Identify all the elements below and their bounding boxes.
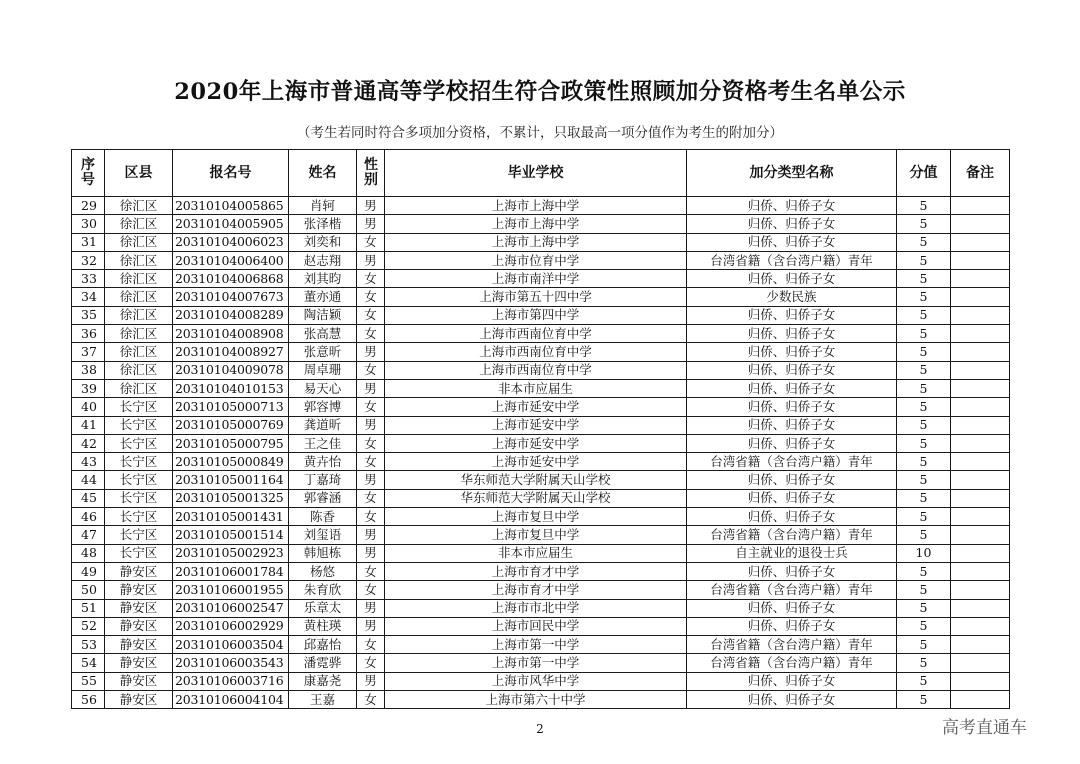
cell-gender: 女 xyxy=(357,398,385,416)
cell-index: 37 xyxy=(72,343,105,361)
cell-school: 上海市上海中学 xyxy=(385,233,687,251)
cell-school: 上海市西南位育中学 xyxy=(385,325,687,343)
cell-remark xyxy=(951,416,1010,434)
cell-index: 39 xyxy=(72,379,105,397)
cell-reg-no: 20310106001955 xyxy=(173,581,289,599)
table-row xyxy=(72,599,1010,617)
cell-remark xyxy=(951,379,1010,397)
cell-bonus-type: 台湾省籍（含台湾户籍）青年 xyxy=(687,581,897,599)
cell-district: 静安区 xyxy=(105,599,173,617)
cell-gender: 女 xyxy=(357,654,385,672)
cell-index: 56 xyxy=(72,691,105,709)
cell-district: 长宁区 xyxy=(105,471,173,489)
table-row xyxy=(72,489,1010,507)
cell-reg-no: 20310104008908 xyxy=(173,325,289,343)
header-score: 分值 xyxy=(897,150,951,197)
cell-district: 徐汇区 xyxy=(105,306,173,324)
cell-bonus-type: 归侨、归侨子女 xyxy=(687,306,897,324)
cell-bonus-type: 台湾省籍（含台湾户籍）青年 xyxy=(687,526,897,544)
table-row xyxy=(72,361,1010,379)
cell-index: 45 xyxy=(72,489,105,507)
cell-score: 5 xyxy=(897,306,951,324)
cell-index: 30 xyxy=(72,215,105,233)
table-row xyxy=(72,251,1010,269)
cell-reg-no: 20310104010153 xyxy=(173,379,289,397)
cell-school: 华东师范大学附属天山学校 xyxy=(385,489,687,507)
cell-gender: 男 xyxy=(357,672,385,690)
cell-bonus-type: 自主就业的退役士兵 xyxy=(687,544,897,562)
cell-name: 丁嘉琦 xyxy=(289,471,357,489)
cell-index: 53 xyxy=(72,636,105,654)
cell-district: 徐汇区 xyxy=(105,251,173,269)
cell-reg-no: 20310106003504 xyxy=(173,636,289,654)
cell-remark xyxy=(951,251,1010,269)
cell-district: 静安区 xyxy=(105,562,173,580)
cell-index: 41 xyxy=(72,416,105,434)
cell-district: 徐汇区 xyxy=(105,325,173,343)
cell-score: 5 xyxy=(897,379,951,397)
cell-remark xyxy=(951,508,1010,526)
cell-gender: 女 xyxy=(357,233,385,251)
cell-name: 朱育欣 xyxy=(289,581,357,599)
cell-reg-no: 20310104008927 xyxy=(173,343,289,361)
header-remark: 备注 xyxy=(951,150,1010,197)
cell-remark xyxy=(951,306,1010,324)
cell-score: 5 xyxy=(897,617,951,635)
cell-gender: 男 xyxy=(357,599,385,617)
cell-school: 上海市延安中学 xyxy=(385,434,687,452)
cell-name: 陶洁颖 xyxy=(289,306,357,324)
cell-bonus-type: 归侨、归侨子女 xyxy=(687,215,897,233)
cell-score: 5 xyxy=(897,636,951,654)
table-row xyxy=(72,544,1010,562)
cell-reg-no: 20310105001514 xyxy=(173,526,289,544)
cell-remark xyxy=(951,197,1010,215)
cell-index: 51 xyxy=(72,599,105,617)
cell-score: 5 xyxy=(897,654,951,672)
cell-index: 55 xyxy=(72,672,105,690)
cell-school: 上海市市北中学 xyxy=(385,599,687,617)
cell-score: 5 xyxy=(897,508,951,526)
cell-school: 上海市西南位育中学 xyxy=(385,343,687,361)
cell-bonus-type: 归侨、归侨子女 xyxy=(687,398,897,416)
table-row xyxy=(72,581,1010,599)
cell-bonus-type: 归侨、归侨子女 xyxy=(687,434,897,452)
header-district: 区县 xyxy=(105,150,173,197)
cell-reg-no: 20310105001325 xyxy=(173,489,289,507)
cell-index: 43 xyxy=(72,453,105,471)
cell-index: 50 xyxy=(72,581,105,599)
cell-district: 长宁区 xyxy=(105,416,173,434)
cell-index: 35 xyxy=(72,306,105,324)
cell-bonus-type: 归侨、归侨子女 xyxy=(687,325,897,343)
cell-remark xyxy=(951,233,1010,251)
cell-reg-no: 20310104006868 xyxy=(173,270,289,288)
table-row xyxy=(72,508,1010,526)
cell-gender: 男 xyxy=(357,197,385,215)
document-subtitle: （考生若同时符合多项加分资格，不累计，只取最高一项分值作为考生的附加分） xyxy=(297,125,783,141)
cell-name: 乐章太 xyxy=(289,599,357,617)
cell-score: 5 xyxy=(897,233,951,251)
cell-school: 上海市第一中学 xyxy=(385,654,687,672)
cell-school: 上海市育才中学 xyxy=(385,562,687,580)
cell-name: 董亦通 xyxy=(289,288,357,306)
table-row xyxy=(72,197,1010,215)
cell-gender: 女 xyxy=(357,270,385,288)
cell-index: 29 xyxy=(72,197,105,215)
cell-remark xyxy=(951,471,1010,489)
cell-school: 非本市应届生 xyxy=(385,379,687,397)
cell-score: 5 xyxy=(897,599,951,617)
cell-bonus-type: 少数民族 xyxy=(687,288,897,306)
cell-name: 刘玺语 xyxy=(289,526,357,544)
cell-bonus-type: 台湾省籍（含台湾户籍）青年 xyxy=(687,453,897,471)
cell-remark xyxy=(951,288,1010,306)
table-row xyxy=(72,526,1010,544)
cell-gender: 女 xyxy=(357,489,385,507)
header-gender: 性别 xyxy=(357,150,385,197)
cell-gender: 女 xyxy=(357,636,385,654)
cell-index: 48 xyxy=(72,544,105,562)
cell-index: 32 xyxy=(72,251,105,269)
table-header-row xyxy=(72,150,1010,197)
cell-gender: 男 xyxy=(357,343,385,361)
cell-reg-no: 20310104006023 xyxy=(173,233,289,251)
table-row xyxy=(72,233,1010,251)
cell-gender: 男 xyxy=(357,471,385,489)
table-row xyxy=(72,306,1010,324)
cell-score: 5 xyxy=(897,672,951,690)
cell-school: 上海市第六十中学 xyxy=(385,691,687,709)
cell-school: 上海市复旦中学 xyxy=(385,508,687,526)
cell-school: 上海市第四中学 xyxy=(385,306,687,324)
cell-gender: 男 xyxy=(357,526,385,544)
cell-gender: 女 xyxy=(357,306,385,324)
cell-bonus-type: 归侨、归侨子女 xyxy=(687,361,897,379)
cell-name: 刘奕和 xyxy=(289,233,357,251)
cell-remark xyxy=(951,398,1010,416)
header-index: 序号 xyxy=(72,150,105,197)
cell-score: 5 xyxy=(897,251,951,269)
cell-school: 上海市上海中学 xyxy=(385,197,687,215)
cell-bonus-type: 归侨、归侨子女 xyxy=(687,489,897,507)
cell-reg-no: 20310106002547 xyxy=(173,599,289,617)
cell-district: 徐汇区 xyxy=(105,197,173,215)
table-row xyxy=(72,416,1010,434)
cell-remark xyxy=(951,599,1010,617)
cell-reg-no: 20310105002923 xyxy=(173,544,289,562)
page-number: 2 xyxy=(536,722,544,736)
cell-school: 上海市回民中学 xyxy=(385,617,687,635)
cell-remark xyxy=(951,343,1010,361)
cell-reg-no: 20310104006400 xyxy=(173,251,289,269)
cell-school: 上海市复旦中学 xyxy=(385,526,687,544)
cell-score: 5 xyxy=(897,562,951,580)
cell-remark xyxy=(951,654,1010,672)
table-row xyxy=(72,672,1010,690)
cell-district: 徐汇区 xyxy=(105,343,173,361)
cell-district: 徐汇区 xyxy=(105,288,173,306)
cell-score: 5 xyxy=(897,471,951,489)
cell-name: 龚道昕 xyxy=(289,416,357,434)
cell-district: 徐汇区 xyxy=(105,215,173,233)
header-name: 姓名 xyxy=(289,150,357,197)
table-row xyxy=(72,270,1010,288)
cell-district: 长宁区 xyxy=(105,508,173,526)
cell-reg-no: 20310106004104 xyxy=(173,691,289,709)
cell-index: 40 xyxy=(72,398,105,416)
cell-remark xyxy=(951,562,1010,580)
cell-name: 刘其昀 xyxy=(289,270,357,288)
cell-name: 郭容博 xyxy=(289,398,357,416)
cell-bonus-type: 归侨、归侨子女 xyxy=(687,416,897,434)
cell-index: 44 xyxy=(72,471,105,489)
cell-gender: 女 xyxy=(357,453,385,471)
cell-district: 长宁区 xyxy=(105,434,173,452)
cell-district: 长宁区 xyxy=(105,526,173,544)
cell-district: 长宁区 xyxy=(105,398,173,416)
cell-district: 徐汇区 xyxy=(105,361,173,379)
cell-index: 52 xyxy=(72,617,105,635)
cell-name: 王之佳 xyxy=(289,434,357,452)
table-row xyxy=(72,636,1010,654)
cell-index: 34 xyxy=(72,288,105,306)
cell-name: 周卓珊 xyxy=(289,361,357,379)
cell-score: 5 xyxy=(897,343,951,361)
cell-bonus-type: 台湾省籍（含台湾户籍）青年 xyxy=(687,654,897,672)
table-row xyxy=(72,654,1010,672)
cell-score: 5 xyxy=(897,581,951,599)
cell-name: 邱嘉怡 xyxy=(289,636,357,654)
cell-remark xyxy=(951,270,1010,288)
cell-school: 上海市延安中学 xyxy=(385,398,687,416)
table-row xyxy=(72,691,1010,709)
cell-gender: 女 xyxy=(357,562,385,580)
cell-reg-no: 20310106003543 xyxy=(173,654,289,672)
table-row xyxy=(72,379,1010,397)
cell-gender: 男 xyxy=(357,544,385,562)
cell-district: 静安区 xyxy=(105,654,173,672)
cell-reg-no: 20310104007673 xyxy=(173,288,289,306)
cell-index: 31 xyxy=(72,233,105,251)
cell-bonus-type: 归侨、归侨子女 xyxy=(687,672,897,690)
cell-score: 10 xyxy=(897,544,951,562)
cell-gender: 女 xyxy=(357,508,385,526)
cell-index: 54 xyxy=(72,654,105,672)
cell-name: 张意昕 xyxy=(289,343,357,361)
cell-name: 杨悠 xyxy=(289,562,357,580)
cell-reg-no: 20310105000713 xyxy=(173,398,289,416)
cell-school: 上海市第五十四中学 xyxy=(385,288,687,306)
header-bonus-type: 加分类型名称 xyxy=(687,150,897,197)
cell-name: 易天心 xyxy=(289,379,357,397)
cell-index: 36 xyxy=(72,325,105,343)
cell-gender: 女 xyxy=(357,434,385,452)
cell-district: 长宁区 xyxy=(105,489,173,507)
cell-score: 5 xyxy=(897,434,951,452)
cell-reg-no: 20310105001164 xyxy=(173,471,289,489)
cell-bonus-type: 归侨、归侨子女 xyxy=(687,599,897,617)
cell-district: 静安区 xyxy=(105,581,173,599)
cell-reg-no: 20310104005865 xyxy=(173,197,289,215)
cell-reg-no: 20310105001431 xyxy=(173,508,289,526)
table-row xyxy=(72,398,1010,416)
cell-score: 5 xyxy=(897,526,951,544)
cell-school: 上海市风华中学 xyxy=(385,672,687,690)
cell-school: 上海市上海中学 xyxy=(385,215,687,233)
cell-score: 5 xyxy=(897,361,951,379)
cell-reg-no: 20310106003716 xyxy=(173,672,289,690)
cell-bonus-type: 归侨、归侨子女 xyxy=(687,233,897,251)
cell-remark xyxy=(951,215,1010,233)
cell-name: 康嘉尧 xyxy=(289,672,357,690)
cell-name: 张泽楷 xyxy=(289,215,357,233)
cell-school: 上海市第一中学 xyxy=(385,636,687,654)
cell-reg-no: 20310105000849 xyxy=(173,453,289,471)
watermark: 高考直通车 xyxy=(942,718,1027,738)
cell-name: 王嘉 xyxy=(289,691,357,709)
cell-reg-no: 20310104009078 xyxy=(173,361,289,379)
cell-score: 5 xyxy=(897,416,951,434)
cell-remark xyxy=(951,325,1010,343)
cell-district: 静安区 xyxy=(105,691,173,709)
cell-index: 42 xyxy=(72,434,105,452)
cell-index: 33 xyxy=(72,270,105,288)
cell-bonus-type: 归侨、归侨子女 xyxy=(687,471,897,489)
cell-district: 静安区 xyxy=(105,636,173,654)
document-title: 2020年上海市普通高等学校招生符合政策性照顾加分资格考生名单公示 xyxy=(174,79,906,105)
cell-name: 潘霓骅 xyxy=(289,654,357,672)
cell-remark xyxy=(951,672,1010,690)
cell-score: 5 xyxy=(897,325,951,343)
cell-index: 47 xyxy=(72,526,105,544)
table-body xyxy=(72,197,1010,709)
cell-bonus-type: 归侨、归侨子女 xyxy=(687,270,897,288)
cell-name: 陈香 xyxy=(289,508,357,526)
cell-school: 上海市西南位育中学 xyxy=(385,361,687,379)
cell-score: 5 xyxy=(897,197,951,215)
cell-remark xyxy=(951,617,1010,635)
cell-district: 徐汇区 xyxy=(105,270,173,288)
cell-gender: 男 xyxy=(357,617,385,635)
cell-index: 46 xyxy=(72,508,105,526)
cell-score: 5 xyxy=(897,453,951,471)
cell-name: 郭睿涵 xyxy=(289,489,357,507)
cell-remark xyxy=(951,691,1010,709)
cell-gender: 男 xyxy=(357,215,385,233)
cell-district: 静安区 xyxy=(105,672,173,690)
table-row xyxy=(72,562,1010,580)
cell-bonus-type: 归侨、归侨子女 xyxy=(687,617,897,635)
cell-district: 长宁区 xyxy=(105,453,173,471)
table-row xyxy=(72,471,1010,489)
cell-name: 张高慧 xyxy=(289,325,357,343)
header-school: 毕业学校 xyxy=(385,150,687,197)
cell-score: 5 xyxy=(897,489,951,507)
cell-school: 上海市南洋中学 xyxy=(385,270,687,288)
cell-index: 38 xyxy=(72,361,105,379)
cell-score: 5 xyxy=(897,691,951,709)
cell-bonus-type: 台湾省籍（含台湾户籍）青年 xyxy=(687,251,897,269)
cell-school: 上海市延安中学 xyxy=(385,416,687,434)
cell-school: 华东师范大学附属天山学校 xyxy=(385,471,687,489)
cell-gender: 女 xyxy=(357,325,385,343)
cell-school: 上海市位育中学 xyxy=(385,251,687,269)
cell-remark xyxy=(951,434,1010,452)
cell-score: 5 xyxy=(897,288,951,306)
candidate-table xyxy=(71,149,1010,709)
cell-district: 徐汇区 xyxy=(105,233,173,251)
cell-remark xyxy=(951,526,1010,544)
cell-remark xyxy=(951,581,1010,599)
cell-name: 赵志翔 xyxy=(289,251,357,269)
cell-gender: 女 xyxy=(357,361,385,379)
cell-school: 非本市应届生 xyxy=(385,544,687,562)
cell-school: 上海市延安中学 xyxy=(385,453,687,471)
table-row xyxy=(72,215,1010,233)
cell-score: 5 xyxy=(897,398,951,416)
cell-remark xyxy=(951,453,1010,471)
table-row xyxy=(72,325,1010,343)
header-reg-no: 报名号 xyxy=(173,150,289,197)
cell-name: 韩旭栋 xyxy=(289,544,357,562)
cell-school: 上海市育才中学 xyxy=(385,581,687,599)
cell-reg-no: 20310106002929 xyxy=(173,617,289,635)
cell-district: 徐汇区 xyxy=(105,379,173,397)
cell-reg-no: 20310105000769 xyxy=(173,416,289,434)
table-row xyxy=(72,288,1010,306)
cell-name: 黄柱瑛 xyxy=(289,617,357,635)
cell-gender: 女 xyxy=(357,581,385,599)
cell-bonus-type: 归侨、归侨子女 xyxy=(687,508,897,526)
cell-remark xyxy=(951,636,1010,654)
cell-gender: 男 xyxy=(357,251,385,269)
cell-district: 静安区 xyxy=(105,617,173,635)
cell-index: 49 xyxy=(72,562,105,580)
cell-gender: 女 xyxy=(357,288,385,306)
cell-remark xyxy=(951,489,1010,507)
cell-gender: 男 xyxy=(357,416,385,434)
cell-bonus-type: 台湾省籍（含台湾户籍）青年 xyxy=(687,636,897,654)
cell-gender: 女 xyxy=(357,691,385,709)
cell-reg-no: 20310104008289 xyxy=(173,306,289,324)
cell-bonus-type: 归侨、归侨子女 xyxy=(687,562,897,580)
cell-remark xyxy=(951,544,1010,562)
table-row xyxy=(72,453,1010,471)
table-row xyxy=(72,343,1010,361)
cell-gender: 男 xyxy=(357,379,385,397)
cell-score: 5 xyxy=(897,215,951,233)
cell-remark xyxy=(951,361,1010,379)
cell-bonus-type: 归侨、归侨子女 xyxy=(687,379,897,397)
cell-bonus-type: 归侨、归侨子女 xyxy=(687,197,897,215)
table-row xyxy=(72,434,1010,452)
cell-bonus-type: 归侨、归侨子女 xyxy=(687,343,897,361)
cell-reg-no: 20310105000795 xyxy=(173,434,289,452)
cell-district: 长宁区 xyxy=(105,544,173,562)
cell-reg-no: 20310104005905 xyxy=(173,215,289,233)
cell-reg-no: 20310106001784 xyxy=(173,562,289,580)
cell-name: 黄卉怡 xyxy=(289,453,357,471)
table-row xyxy=(72,617,1010,635)
cell-name: 肖轲 xyxy=(289,197,357,215)
cell-bonus-type: 归侨、归侨子女 xyxy=(687,691,897,709)
cell-score: 5 xyxy=(897,270,951,288)
